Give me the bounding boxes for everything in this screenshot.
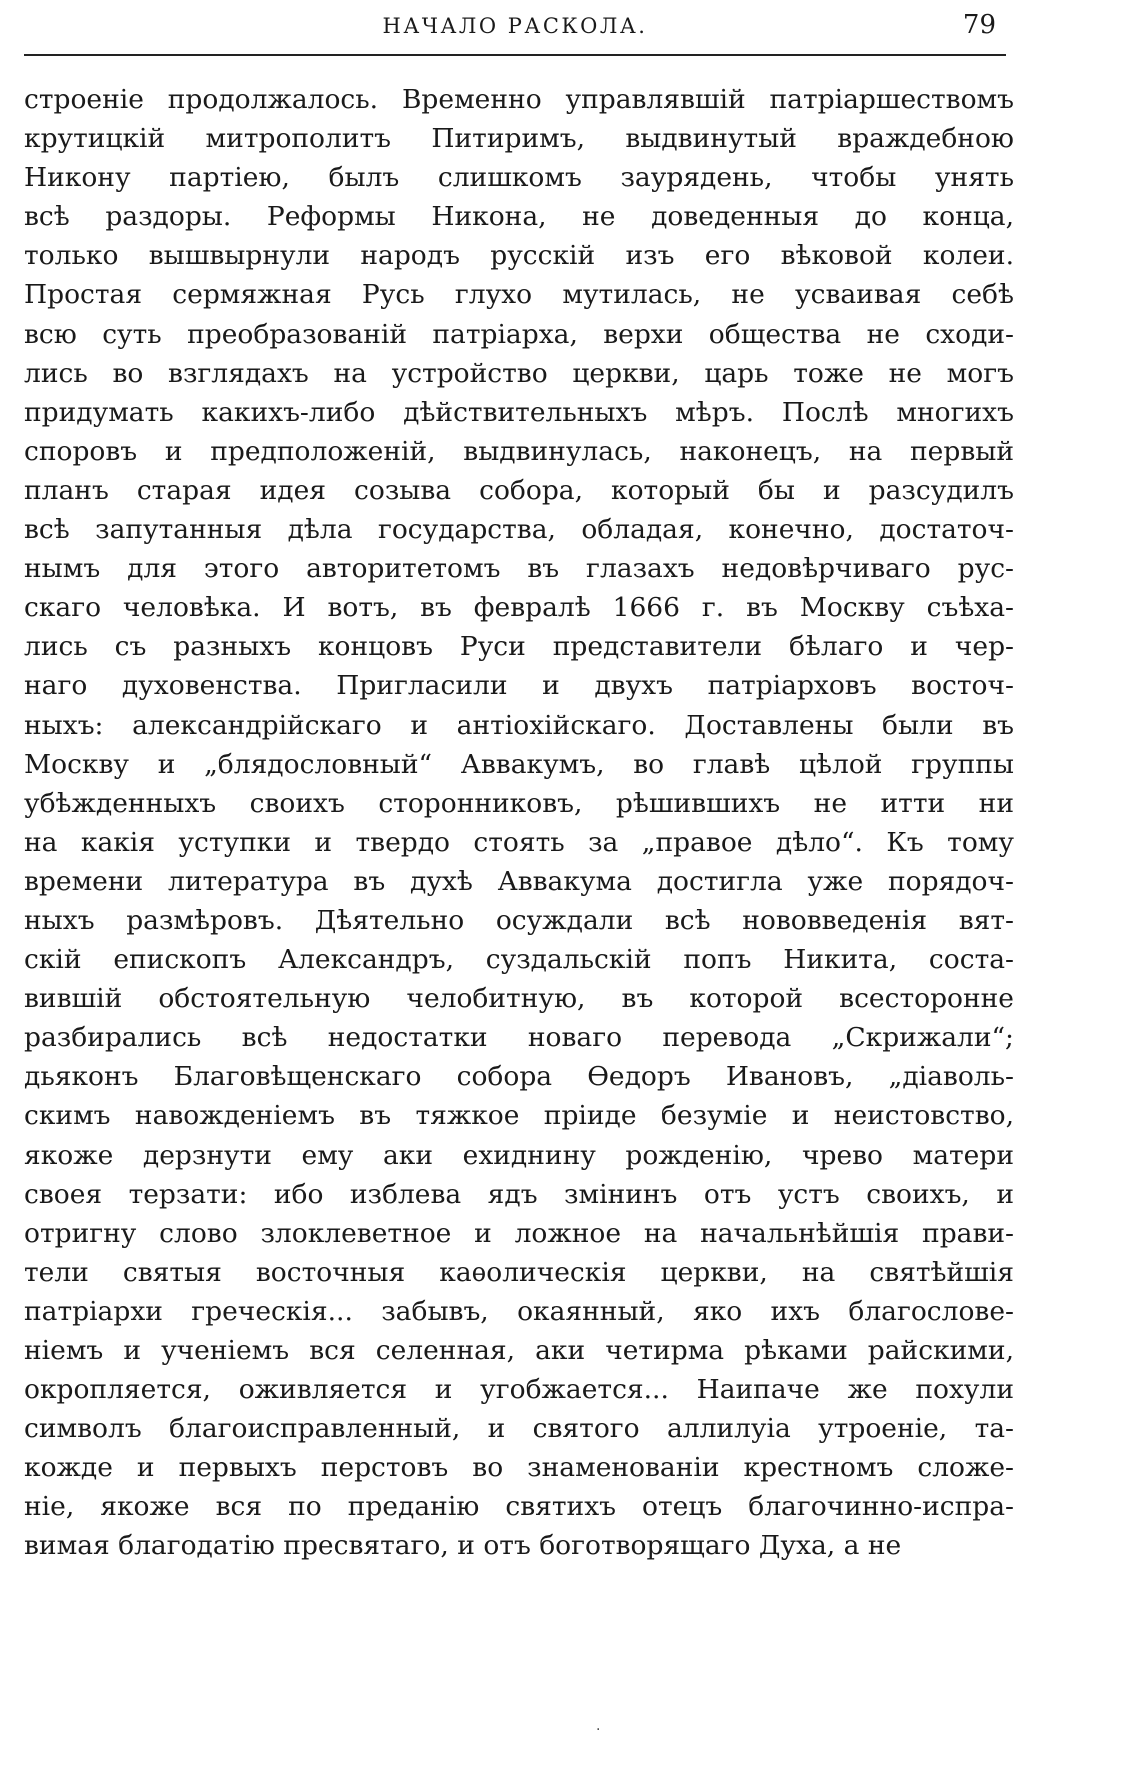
text-line: Никону партіею, былъ слишкомъ заурядень, чтобы унять (24, 162, 1014, 194)
text-line: окропляется, оживляется и угобжается... Наипаче же похули (24, 1374, 1014, 1406)
text-line: кожде и первыхъ перстовъ во знаменованіи крестномъ сложе- (24, 1452, 1014, 1484)
text-line: нымъ для этого авторитетомъ въ глазахъ недовѣрчиваго рус- (24, 553, 1014, 585)
text-line: наго духовенства. Пригласили и двухъ патріарховъ восточ- (24, 670, 1014, 702)
text-line: ныхъ: александрійскаго и антіохійскаго. Доставлены были въ (24, 709, 1014, 741)
page-header (24, 8, 1006, 52)
text-line: лись во взглядахъ на устройство церкви, царь тоже не могъ (24, 357, 1014, 389)
text-line: времени литература въ духѣ Аввакума достигла уже порядоч- (24, 865, 1014, 897)
text-line: разбирались всѣ недостатки новаго перевода „Скрижали“; (24, 1022, 1014, 1054)
text-line: тели святыя восточныя каѳолическія церкви, на святѣйшія (24, 1256, 1014, 1288)
text-line: крутицкій митрополитъ Питиримъ, выдвинутый враждебною (24, 123, 1014, 155)
text-line: придумать какихъ-либо дѣйствительныхъ мѣръ. Послѣ многихъ (24, 396, 1014, 428)
text-line: якоже дерзнути ему аки ехиднину рожденію, чрево матери (24, 1139, 1014, 1171)
text-line: убѣжденныхъ своихъ сторонниковъ, рѣшившихъ не итти ни (24, 787, 1014, 819)
text-line: строеніе продолжалось. Временно управлявшій патріаршествомъ (24, 84, 1014, 115)
running-title: НАЧАЛО РАСКОЛА. (382, 14, 648, 38)
text-line: скаго человѣка. И вотъ, въ февралѣ 1666 г. въ Москву съѣха- (24, 592, 1014, 624)
text-line: символъ благоисправленный, и святого аллилуіа утроеніе, та- (24, 1413, 1014, 1445)
text-line: лись съ разныхъ концовъ Руси представители бѣлаго и чер- (24, 631, 1014, 663)
text-line: вимая благодатію пресвятаго, и отъ боготворящаго Духа, а не (24, 1530, 902, 1562)
text-line: всѣ запутанныя дѣла государства, обладая, конечно, достаточ- (24, 514, 1014, 546)
text-line: дьяконъ Благовѣщенскаго собора Ѳедоръ Ивановъ, „діаволь- (24, 1061, 1014, 1093)
text-line: планъ старая идея созыва собора, который бы и разсудилъ (24, 474, 1014, 506)
body-text (24, 80, 1014, 1566)
text-line: на какія уступки и твердо стоять за „правое дѣло“. Къ тому (24, 826, 1014, 858)
text-line: отригну слово злоклеветное и ложное на начальнѣйшія прави- (24, 1217, 1014, 1249)
page-speck: · (596, 1722, 601, 1738)
header-rule (24, 54, 1006, 56)
text-line: ныхъ размѣровъ. Дѣятельно осуждали всѣ нововведенія вят- (24, 904, 1014, 936)
text-line: Москву и „блядословный“ Аввакумъ, во главѣ цѣлой группы (24, 748, 1014, 780)
text-line: своея терзати: ибо изблева ядъ змінинъ отъ устъ своихъ, и (24, 1178, 1014, 1210)
text-line: ніемъ и ученіемъ вся селенная, аки четирма рѣками райскими, (24, 1335, 1014, 1366)
text-line: ніе, якоже вся по преданію святихъ отецъ благочинно-испра- (24, 1491, 1014, 1523)
text-line: вившій обстоятельную челобитную, въ которой всесторонне (24, 983, 1014, 1015)
text-line: всю суть преобразованій патріарха, верхи общества не сходи- (24, 318, 1014, 350)
text-line: Простая сермяжная Русь глухо мутилась, не усваивая себѣ (24, 279, 1014, 311)
page-number: 79 (962, 10, 996, 40)
text-line: скимъ навожденіемъ въ тяжкое пріиде безуміе и неистовство, (24, 1100, 1014, 1132)
text-line: скій епископъ Александръ, суздальскій попъ Никита, соста- (24, 944, 1014, 976)
text-line: споровъ и предположеній, выдвинулась, наконецъ, на первый (24, 435, 1014, 467)
text-line: патріархи греческія... забывъ, окаянный, яко ихъ благослове- (24, 1295, 1014, 1327)
text-line: всѣ раздоры. Реформы Никона, не доведенныя до конца, (24, 201, 1014, 233)
text-line: только вышвырнули народъ русскій изъ его вѣковой колеи. (24, 240, 1014, 272)
